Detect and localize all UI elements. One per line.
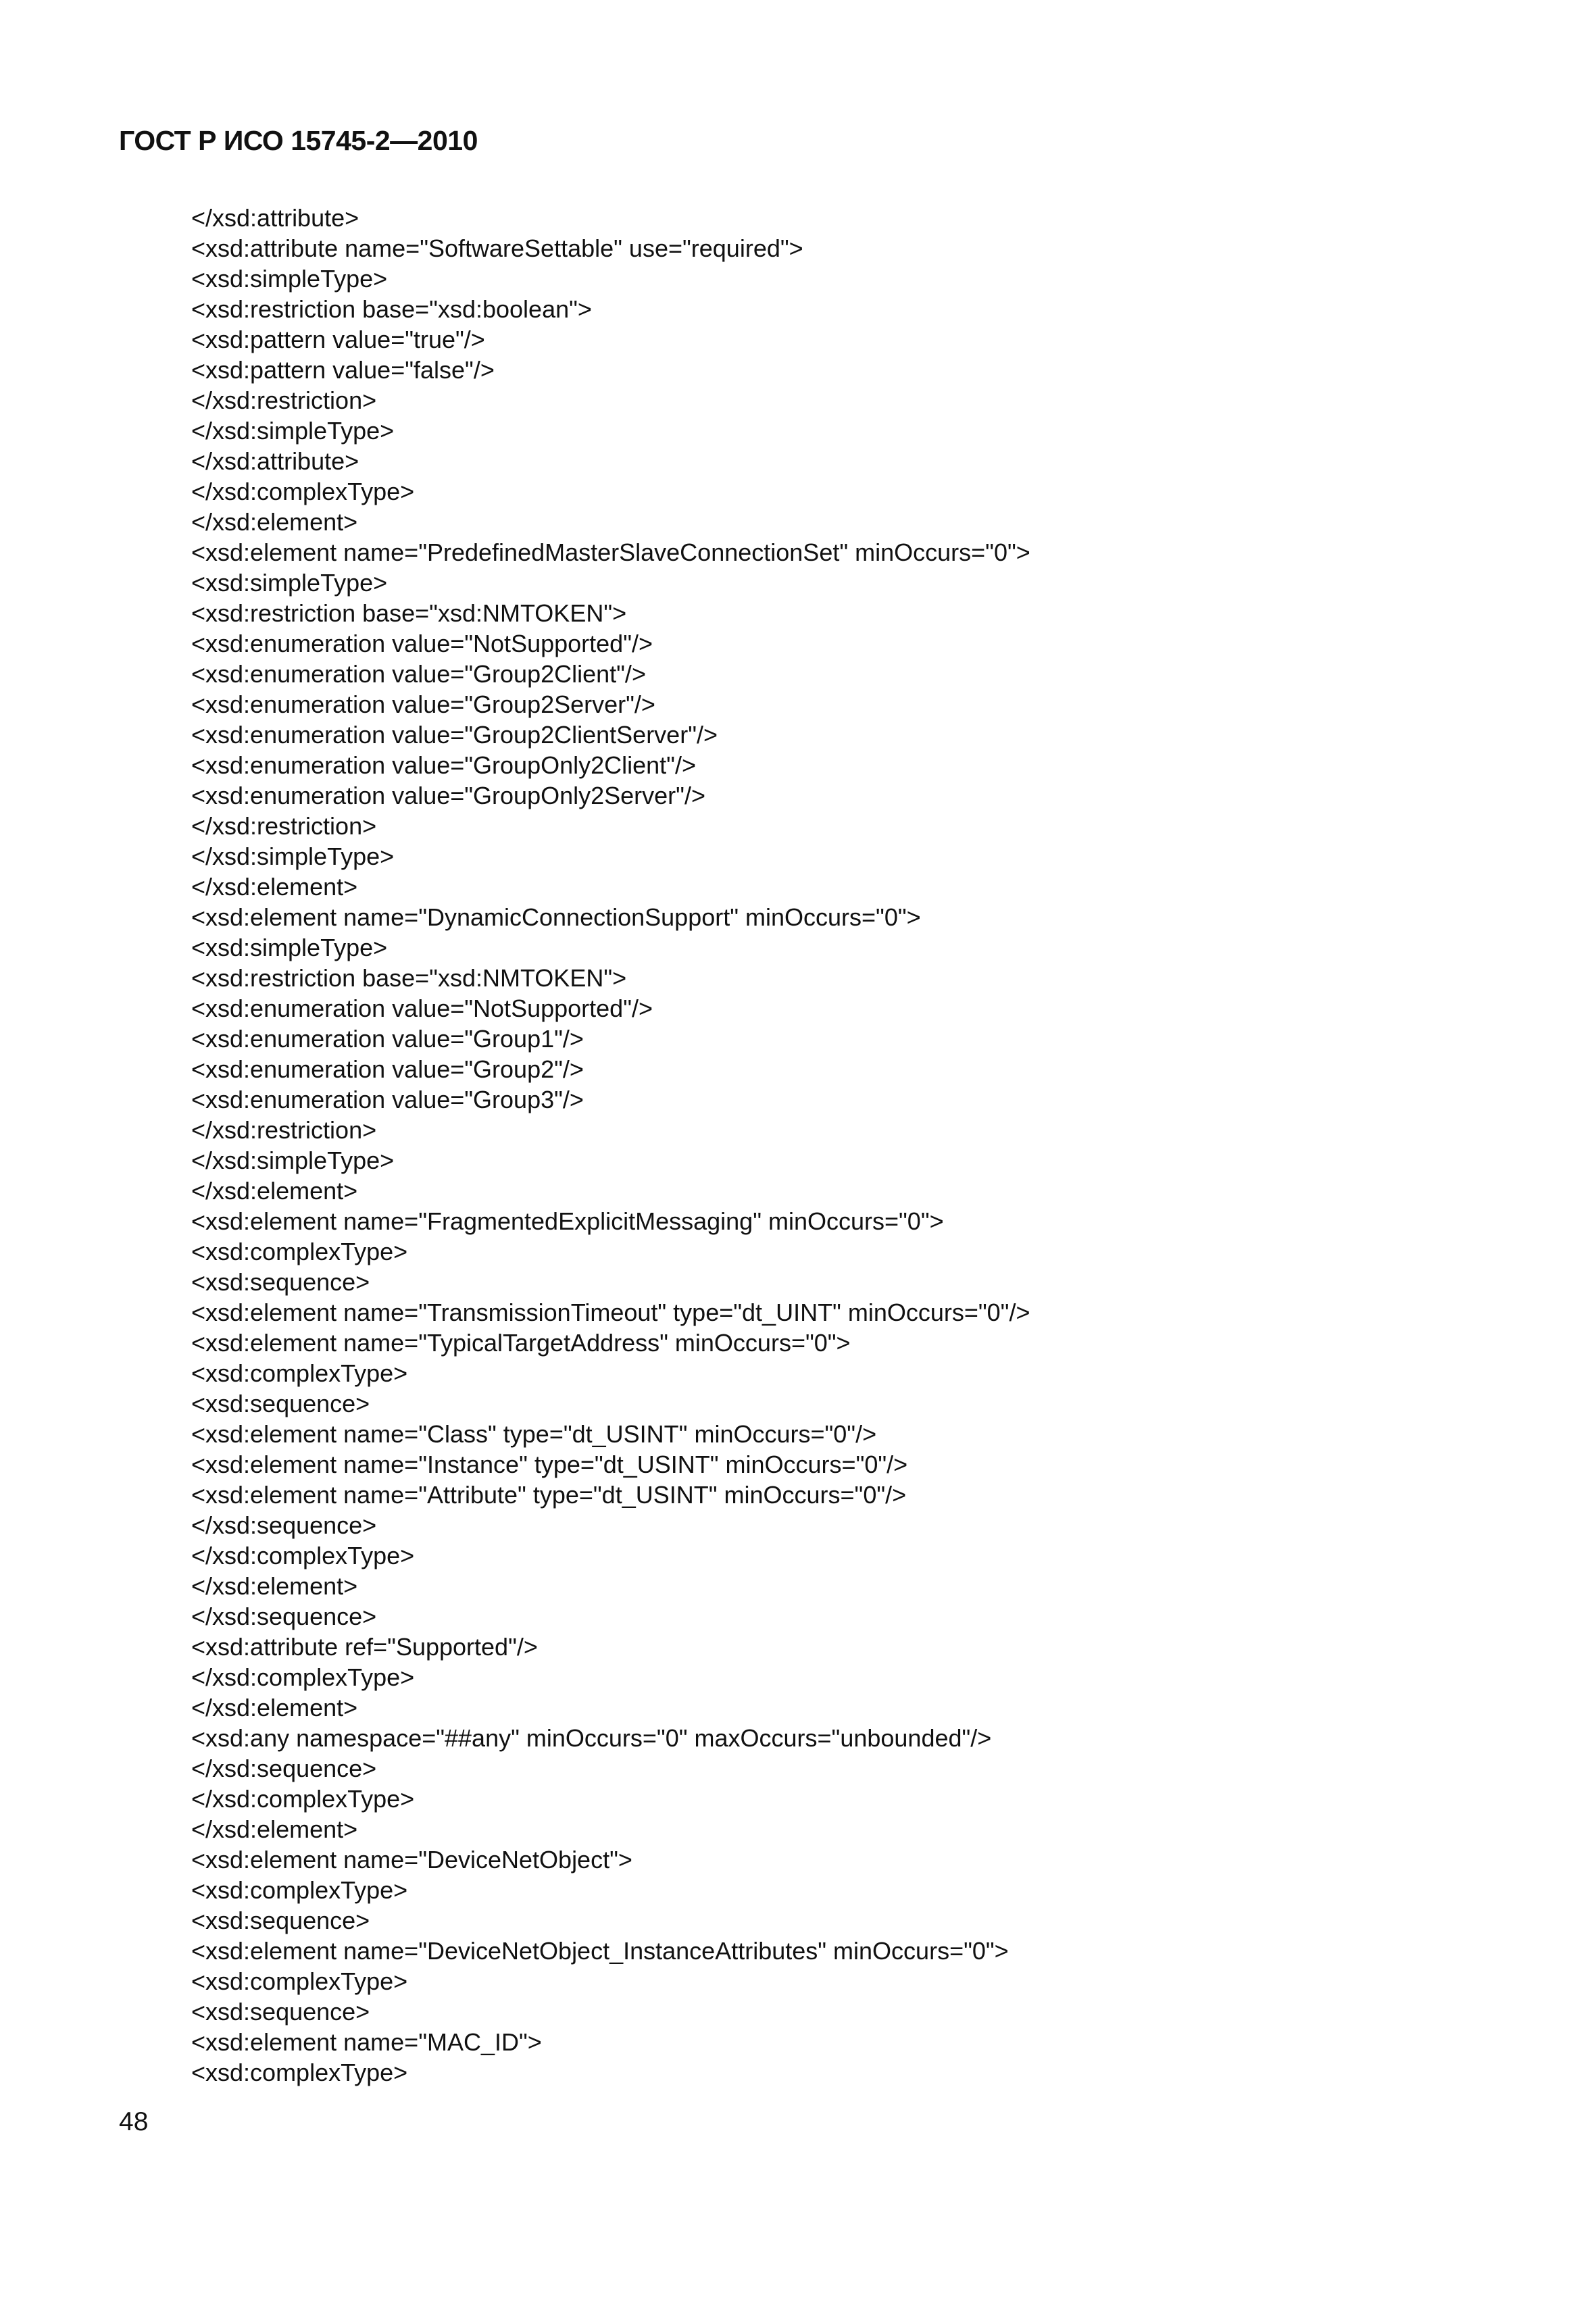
- code-line: </xsd:sequence>: [191, 1755, 377, 1782]
- code-line: <xsd:complexType>: [191, 1238, 408, 1265]
- code-line: <xsd:simpleType>: [191, 265, 388, 293]
- code-line: <xsd:pattern value="true"/>: [191, 326, 485, 353]
- code-line: <xsd:attribute name="SoftwareSettable" use="required">: [191, 234, 803, 262]
- code-line: <xsd:sequence>: [191, 1268, 370, 1296]
- code-line: </xsd:simpleType>: [191, 1147, 395, 1174]
- code-line: </xsd:restriction>: [191, 812, 377, 840]
- code-line: <xsd:enumeration value="Group2ClientServer"/>: [191, 721, 718, 749]
- code-line: </xsd:element>: [191, 1694, 358, 1721]
- code-line: <xsd:element name="MAC_ID">: [191, 2028, 542, 2056]
- code-line: <xsd:enumeration value="NotSupported"/>: [191, 995, 653, 1022]
- code-line: <xsd:element name="DeviceNetObject_InstanceAttributes" minOccurs="0">: [191, 1937, 1009, 1965]
- code-line: </xsd:complexType>: [191, 1542, 415, 1569]
- code-line: <xsd:attribute ref="Supported"/>: [191, 1633, 538, 1661]
- xsd-code-listing: [191, 203, 1516, 2088]
- code-line: <xsd:simpleType>: [191, 569, 388, 597]
- code-line: <xsd:pattern value="false"/>: [191, 356, 495, 384]
- code-line: <xsd:restriction base="xsd:boolean">: [191, 295, 592, 323]
- code-line: <xsd:element name="PredefinedMasterSlaveConnectionSet" minOccurs="0">: [191, 538, 1030, 566]
- code-line: <xsd:restriction base="xsd:NMTOKEN">: [191, 599, 627, 627]
- code-line: <xsd:element name="Class" type="dt_USINT" minOccurs="0"/>: [191, 1420, 877, 1448]
- code-line: <xsd:enumeration value="Group1"/>: [191, 1025, 584, 1053]
- code-line: </xsd:restriction>: [191, 1116, 377, 1144]
- code-line: <xsd:any namespace="##any" minOccurs="0" maxOccurs="unbounded"/>: [191, 1724, 992, 1752]
- code-line: <xsd:enumeration value="NotSupported"/>: [191, 630, 653, 657]
- code-line: <xsd:restriction base="xsd:NMTOKEN">: [191, 964, 627, 992]
- code-line: <xsd:enumeration value="Group3"/>: [191, 1086, 584, 1113]
- code-line: </xsd:element>: [191, 1177, 358, 1205]
- code-line: <xsd:complexType>: [191, 1359, 408, 1387]
- code-line: <xsd:sequence>: [191, 1907, 370, 1934]
- code-line: <xsd:enumeration value="Group2Client"/>: [191, 660, 646, 688]
- code-line: <xsd:enumeration value="GroupOnly2Server"/>: [191, 782, 705, 809]
- page-number: 48: [119, 2107, 149, 2136]
- code-line: </xsd:element>: [191, 873, 358, 901]
- code-line: </xsd:element>: [191, 1572, 358, 1600]
- code-line: <xsd:element name="Instance" type="dt_USINT" minOccurs="0"/>: [191, 1451, 908, 1478]
- code-line: <xsd:element name="FragmentedExplicitMessaging" minOccurs="0">: [191, 1207, 944, 1235]
- code-line: </xsd:simpleType>: [191, 417, 395, 445]
- code-line: <xsd:simpleType>: [191, 934, 388, 961]
- code-line: <xsd:sequence>: [191, 1390, 370, 1417]
- code-line: <xsd:complexType>: [191, 1876, 408, 1904]
- code-line: </xsd:simpleType>: [191, 842, 395, 870]
- code-line: <xsd:enumeration value="Group2"/>: [191, 1055, 584, 1083]
- code-line: </xsd:sequence>: [191, 1511, 377, 1539]
- code-line: <xsd:enumeration value="Group2Server"/>: [191, 690, 655, 718]
- code-line: <xsd:sequence>: [191, 1998, 370, 2026]
- code-line: </xsd:sequence>: [191, 1603, 377, 1630]
- code-line: </xsd:attribute>: [191, 447, 359, 475]
- code-line: <xsd:element name="TypicalTargetAddress" minOccurs="0">: [191, 1329, 851, 1357]
- code-line: <xsd:complexType>: [191, 1967, 408, 1995]
- code-line: <xsd:element name="DynamicConnectionSupport" minOccurs="0">: [191, 903, 921, 931]
- code-line: </xsd:complexType>: [191, 478, 415, 505]
- code-line: <xsd:element name="TransmissionTimeout" type="dt_UINT" minOccurs="0"/>: [191, 1299, 1030, 1326]
- code-line: <xsd:complexType>: [191, 2059, 408, 2086]
- code-line: <xsd:element name="Attribute" type="dt_USINT" minOccurs="0"/>: [191, 1481, 907, 1509]
- code-line: <xsd:enumeration value="GroupOnly2Client"/>: [191, 751, 696, 779]
- document-header-title: ГОСТ Р ИСО 15745-2—2010: [119, 125, 478, 156]
- code-line: </xsd:complexType>: [191, 1785, 415, 1813]
- code-line: </xsd:element>: [191, 508, 358, 536]
- code-line: <xsd:element name="DeviceNetObject">: [191, 1846, 632, 1873]
- code-line: </xsd:element>: [191, 1815, 358, 1843]
- code-line: </xsd:restriction>: [191, 386, 377, 414]
- code-line: </xsd:attribute>: [191, 204, 359, 232]
- code-line: </xsd:complexType>: [191, 1663, 415, 1691]
